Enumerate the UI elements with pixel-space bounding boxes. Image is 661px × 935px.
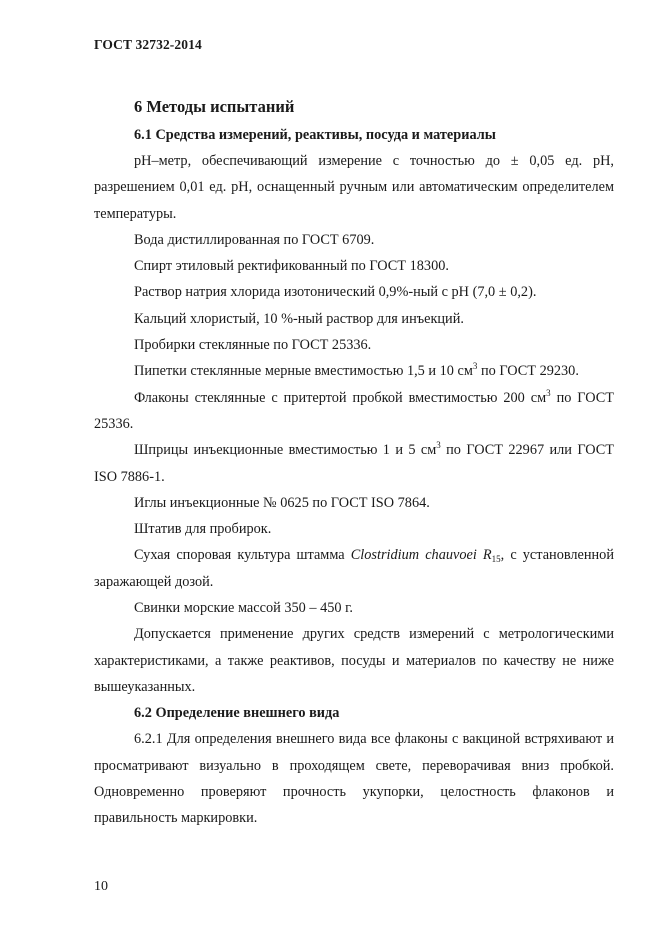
subsection-title-6-1: 6.1 Средства измерений, реактивы, посуда и материалы [134,127,496,143]
paragraph-nacl: Раствор натрия хлорида изотонический 0,9%-ный с pH (7,0 ± 0,2). [134,284,537,301]
paragraph-pipettes [94,358,614,384]
paragraph-spirit: Спирт этиловый ректификованный по ГОСТ 18300. [134,258,449,275]
syringes-text: Шприцы инъекционные вместимостью 1 и 5 см [134,442,437,459]
syringes-superscript: 3 [436,440,441,451]
vials-text-end: по ГОСТ 25336. [94,389,614,432]
paragraph-tubes: Пробирки стеклянные по ГОСТ 25336. [134,337,372,354]
pipettes-superscript: 3 [472,361,478,372]
vials-text: Флаконы стеклянные с притертой пробкой вместимостью 200 см [134,389,547,406]
paragraph-rack: Штатив для пробирок. [134,521,272,538]
paragraph-ph-meter: pH–метр, обеспечивающий измерение с точностью до ± 0,05 ед. pH, разрешением 0,01 ед. pH, оснащенный ручным или автоматическим определителем температуры. [94,153,614,222]
syringes-text-end: по ГОСТ 22967 или ГОСТ ISO 7886-1. [94,442,614,485]
culture-subscript: 15 [491,554,501,565]
document-header-code: ГОСТ 32732-2014 [94,37,202,52]
paragraph-needles: Иглы инъекционные № 0625 по ГОСТ ISO 7864. [134,494,430,511]
pipettes-text-end: по ГОСТ 29230. [477,363,579,380]
paragraph-guinea-pigs: Свинки морские массой 350 – 450 г. [134,600,353,617]
paragraph-water: Вода дистиллированная по ГОСТ 6709. [134,231,375,248]
paragraph-culture [94,542,614,595]
paragraph-calcium: Кальций хлористый, 10 %-ный раствор для инъекций. [134,310,464,327]
vials-superscript: 3 [546,387,551,398]
pipettes-text: Пипетки стеклянные мерные вместимостью 1,5 и 10 см [134,363,473,380]
culture-text-end: , с установленной заражающей дозой. [94,547,614,590]
culture-text: Сухая споровая культура штамма [134,547,351,564]
subsection-title-6-2: 6.2 Определение внешнего вида [134,705,340,722]
paragraph-allowed: Допускается применение других средств измерений с метрологическими характеристиками, а также реактивов, посуды и материалов по качеству не ниже вышеуказанных. [94,626,614,695]
paragraph-6-2-1: 6.2.1 Для определения внешнего вида все флаконы с вакциной встряхивают и просматривают визуально в проходящем свете, переворачивая вниз пробкой. Одновременно проверяют прочность укупорки, целостность флаконов и правильность маркировки. [94,731,614,827]
paragraph-syringes [94,437,614,490]
paragraph-vials [94,385,614,438]
section-title: 6 Методы испытаний [134,97,295,116]
culture-species: Clostridium chauvoei R [350,547,492,564]
page-number: 10 [94,879,108,894]
document-body [94,94,614,831]
